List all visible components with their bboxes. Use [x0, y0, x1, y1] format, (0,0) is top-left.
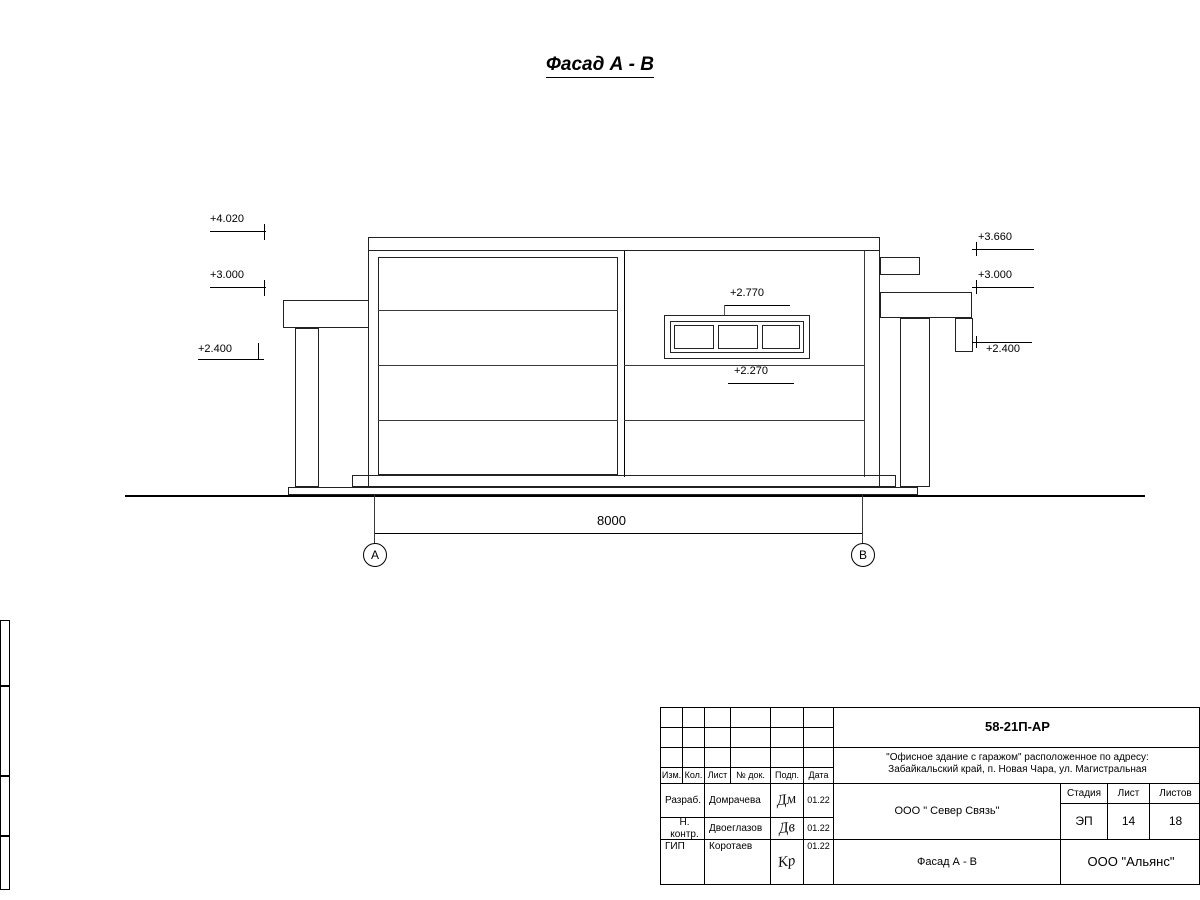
rev-blank-r2c1 — [661, 728, 683, 748]
sheet-name: Фасад А - В — [834, 840, 1061, 885]
left-margin-fragment-1 — [0, 620, 10, 686]
role-name-gip: Коротаев — [705, 840, 771, 885]
rev-blank-r1c6 — [804, 708, 834, 728]
rev-blank-r2c2 — [683, 728, 705, 748]
object-description-line1: "Офисное здание с гаражом" расположенное по адресу: — [886, 752, 1149, 763]
role-sign-razrab — [771, 784, 804, 818]
role-name-nkontr: Двоеглазов — [705, 818, 771, 840]
overall-dimension-line — [374, 533, 862, 534]
rev-header-doc: № док. — [731, 768, 771, 784]
rev-blank-r1c1 — [661, 708, 683, 728]
signature-razrab: Дм — [776, 790, 798, 810]
object-description-line2: Забайкальский край, п. Новая Чара, ул. Магистральная — [888, 763, 1147, 775]
elevation-left-2-tick — [264, 280, 265, 296]
elevation-right-3-line — [972, 342, 1032, 343]
facade-band-2 — [624, 420, 864, 421]
customer-name: ООО " Север Связь" — [834, 784, 1061, 840]
elevation-center-top: +2.770 — [730, 287, 764, 299]
elevation-center-bottom: +2.270 — [734, 365, 768, 377]
facade-divider — [624, 251, 625, 477]
axis-marker-b-label: В — [858, 548, 867, 562]
page-title — [0, 54, 1200, 76]
elevation-right-2-line — [972, 287, 1034, 288]
elevation-center-bottom-line — [728, 383, 794, 384]
stage-header-stadia: Стадия — [1061, 784, 1108, 804]
right-annex-column — [900, 318, 930, 487]
elevation-right-1: +3.660 — [978, 231, 1012, 243]
elevation-right-1-tick — [976, 242, 977, 256]
overall-dimension-value: 8000 — [597, 513, 626, 528]
role-label-gip: ГИП — [661, 840, 705, 885]
window-sash-right — [762, 325, 800, 349]
rev-blank-r2c4 — [731, 728, 771, 748]
rev-header-list: Лист — [705, 768, 731, 784]
role-date-gip: 01.22 — [804, 840, 834, 885]
role-sign-nkontr — [771, 818, 804, 840]
left-margin-fragment-2 — [0, 686, 10, 776]
rev-header-kol: Кол. — [683, 768, 705, 784]
stage-value-stadia: ЭП — [1061, 804, 1108, 840]
axis-leader-a — [374, 533, 375, 543]
facade-edge-right — [864, 251, 865, 477]
left-annex-canopy — [283, 300, 369, 328]
building-parapet — [368, 237, 880, 251]
gate-rib-1 — [378, 310, 618, 311]
signature-nkontr: Дв — [777, 818, 796, 837]
document-code: 58-21П-АР — [834, 708, 1200, 748]
role-date-razrab: 01.22 — [804, 784, 834, 818]
object-description — [834, 748, 1200, 784]
organization-name: ООО "Альянс" — [1087, 854, 1175, 870]
rev-blank-r1c2 — [683, 708, 705, 728]
elevation-right-1-line — [972, 249, 1034, 250]
elevation-right-3-tick — [976, 336, 977, 348]
building-plinth — [352, 475, 896, 487]
elevation-right-3: +2.400 — [986, 343, 1020, 355]
rev-blank-r2c5 — [771, 728, 804, 748]
rev-header-podp: Подп. — [771, 768, 804, 784]
building-apron — [288, 487, 918, 495]
axis-leader-b — [862, 533, 863, 543]
role-sign-gip — [771, 840, 804, 885]
elevation-left-3-line — [198, 359, 264, 360]
left-margin-fragment-3 — [0, 776, 10, 836]
axis-marker-a-label: А — [370, 548, 379, 562]
garage-gate-panel — [378, 257, 618, 475]
elevation-center-top-leader — [724, 305, 725, 315]
role-name-razrab: Домрачева — [705, 784, 771, 818]
rev-header-data: Дата — [804, 768, 834, 784]
elevation-left-1-line — [210, 231, 266, 232]
elevation-left-3-tick — [258, 343, 259, 359]
role-label-razrab: Разраб. — [661, 784, 705, 818]
axis-marker-b — [851, 543, 875, 567]
rev-blank-r2c6 — [804, 728, 834, 748]
ground-line — [125, 495, 1145, 497]
stage-value-listov: 18 — [1150, 804, 1200, 840]
rev-blank-r3c6 — [804, 748, 834, 768]
right-annex-canopy — [880, 292, 972, 318]
left-annex-column — [295, 328, 319, 487]
rev-blank-r3c5 — [771, 748, 804, 768]
role-label-nkontr: Н. контр. — [661, 818, 705, 840]
rev-blank-r3c2 — [683, 748, 705, 768]
right-annex-notch — [955, 318, 973, 352]
gate-rib-2 — [378, 365, 618, 366]
elevation-left-1-tick — [264, 224, 265, 240]
window-sash-left — [674, 325, 714, 349]
rev-blank-r3c3 — [705, 748, 731, 768]
elevation-center-top-line — [724, 305, 790, 306]
stage-header-list: Лист — [1108, 784, 1150, 804]
page-title-text: Фасад А - В — [546, 54, 654, 78]
elevation-left-2-line — [210, 287, 266, 288]
signature-gip: Кр — [777, 852, 797, 872]
elevation-left-3: +2.400 — [198, 343, 232, 355]
title-block — [660, 707, 1200, 885]
window-sash-middle — [718, 325, 758, 349]
elevation-left-1: +4.020 — [210, 213, 244, 225]
rev-blank-r1c4 — [731, 708, 771, 728]
stage-header-listov: Листов — [1150, 784, 1200, 804]
axis-marker-a — [363, 543, 387, 567]
right-annex-small-box — [880, 257, 920, 275]
elevation-right-2-tick — [976, 280, 977, 294]
rev-blank-r3c1 — [661, 748, 683, 768]
role-date-nkontr: 01.22 — [804, 818, 834, 840]
rev-blank-r2c3 — [705, 728, 731, 748]
gate-rib-3 — [378, 420, 618, 421]
rev-header-izm: Изм. — [661, 768, 683, 784]
rev-blank-r1c5 — [771, 708, 804, 728]
elevation-left-2: +3.000 — [210, 269, 244, 281]
stage-value-list: 14 — [1108, 804, 1150, 840]
rev-blank-r1c3 — [705, 708, 731, 728]
rev-blank-r3c4 — [731, 748, 771, 768]
elevation-right-2: +3.000 — [978, 269, 1012, 281]
left-margin-fragment-4 — [0, 836, 10, 890]
